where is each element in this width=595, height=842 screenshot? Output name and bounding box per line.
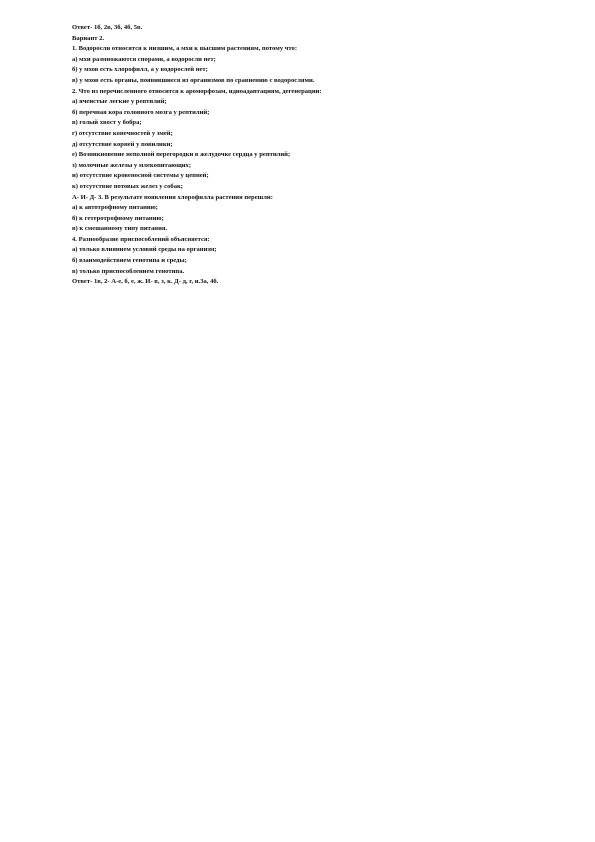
question-2-option-e: д) отсутствие корней у повилики; — [72, 140, 173, 148]
question-4-option-c: в) только приспособлением генотипа. — [72, 267, 185, 275]
question-4-option-b: б) взаимодействием генотипа и среды; — [72, 257, 187, 265]
variant-heading: Вариант 2. — [72, 34, 105, 42]
answer-line-variant-1: Ответ- 1б, 2в, 3б, 4б, 5в. — [72, 24, 143, 31]
document-text — [72, 23, 512, 288]
question-2-option-f: е) Возникновение неполной перегородки в желудочке сердца у рептилий; — [72, 151, 291, 159]
question-2-option-a: а) ячеистые легкие у рептилий; — [72, 98, 167, 106]
question-1-option-a: а) мхи размножаются спорами, а водоросли нет; — [72, 55, 216, 63]
question-1-option-c: в) у мхов есть органы, появившиеся из организмов по сравнению с водорослями. — [72, 76, 315, 84]
question-1-option-b: б) у мхов есть хлорофилл, а у водорослей нет; — [72, 66, 208, 74]
question-4: 4. Разнообразие приспособлений объясняется: — [72, 235, 210, 243]
question-2-option-b: б) перечная кора головного мозга у рептилий; — [72, 108, 210, 116]
question-2-option-d: г) отсутствие конечностей у змей; — [72, 129, 173, 137]
question-4-option-a: а) только влиянием условий среды на организм; — [72, 246, 217, 254]
question-3-option-b: б) к гетеротрофному питанию; — [72, 214, 164, 222]
question-2-option-g: з) молочные железы у млекопитающих; — [72, 161, 192, 169]
question-3-option-a: а) к автотрофному питанию; — [72, 204, 158, 212]
question-2-option-c: в) голый хвост у бобра; — [72, 119, 142, 127]
question-3: А- И- Д- 3. В результате появления хлорофилла растения перешли: — [72, 193, 273, 201]
question-2-option-h: и) отсутствие кровеносной системы у цепней; — [72, 172, 209, 180]
question-2-option-i: к) отсутствие потовых желез у собак; — [72, 182, 183, 190]
answer-line-variant-2: Ответ- 1в, 2- А-е, б, е, ж. И- в, з, к. Д- д, г, и.3а, 4б. — [72, 278, 219, 286]
question-1: 1. Водоросли относятся к низшим, а мхи к высшим растениям, потому что: — [72, 45, 298, 53]
question-3-option-c: в) к смешанному типу питания. — [72, 225, 168, 233]
question-2: 2. Что из перечисленного относится к ароморфозам, идиоадаптациям, дегенерации: — [72, 87, 322, 95]
